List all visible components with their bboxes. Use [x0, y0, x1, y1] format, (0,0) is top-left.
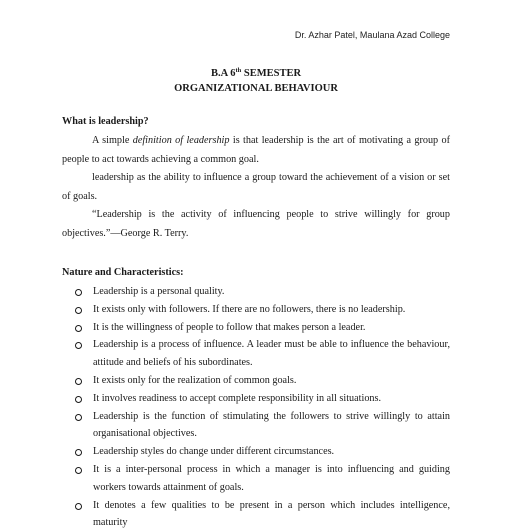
list-item	[62, 319, 450, 337]
characteristics-list	[62, 283, 450, 532]
list-item-text: It is a inter-personal process in which a manager is into influencing and guiding workers towards attainment of goals.	[93, 463, 450, 493]
circle-bullet-icon	[75, 467, 82, 474]
list-item-text: It exists only for the realization of common goals.	[93, 374, 297, 386]
document-body	[62, 112, 450, 532]
paragraph-definition-end: is that leadership is the art of motivating a group of people to act towards achieving a common goal.	[62, 135, 451, 165]
list-item-text: Leadership is a process of influence. A leader must be able to influence the behaviour, attitude and beliefs of his subordinates.	[93, 339, 450, 369]
list-item	[62, 336, 450, 372]
circle-bullet-icon	[75, 396, 82, 403]
list-item	[62, 497, 450, 532]
list-item-text: Leadership is the function of stimulating the followers to strive willingly to attain organisational objectives.	[93, 410, 450, 440]
section-heading-nature: Nature and Characteristics:	[62, 267, 184, 278]
list-item	[62, 443, 450, 461]
list-item	[62, 408, 450, 444]
semester-title	[0, 62, 512, 80]
paragraph-definition-start: A simple	[92, 135, 133, 146]
circle-bullet-icon	[75, 449, 82, 456]
list-item	[62, 461, 450, 497]
list-item-text: It exists only with followers. If there are no followers, there is no leadership.	[93, 303, 406, 315]
paragraph-definition-emphasis: definition of leadership	[132, 135, 230, 146]
section-heading-leadership: What is leadership?	[62, 116, 149, 127]
list-item-text: It denotes a few qualities to be present in a person which includes intelligence, maturity	[93, 499, 450, 529]
list-item	[62, 301, 450, 319]
circle-bullet-icon	[75, 325, 82, 332]
list-item	[62, 283, 450, 301]
section-gap	[62, 243, 450, 263]
list-item-text: It is the willingness of people to follow that makes person a leader.	[93, 321, 366, 333]
paragraph-quote: “Leadership is the activity of influencing people to strive willingly for group objectives.”—George R. Terry.	[62, 209, 450, 239]
paragraph-ability: leadership as the ability to influence a group toward the achievement of a vision or set of goals.	[62, 172, 450, 202]
circle-bullet-icon	[75, 414, 82, 421]
semester-title-sup: th	[235, 67, 242, 74]
circle-bullet-icon	[75, 342, 82, 349]
list-item-text: Leadership styles do change under different circumstances.	[93, 446, 335, 458]
list-item	[62, 390, 450, 408]
list-item-text: Leadership is a personal quality.	[93, 286, 225, 297]
circle-bullet-icon	[75, 289, 82, 296]
paragraph-definition	[62, 132, 450, 169]
semester-title-text: B.A 6	[210, 68, 236, 79]
header-author: Dr. Azhar Patel, Maulana Azad College	[294, 30, 450, 40]
title-block	[0, 62, 512, 98]
circle-bullet-icon	[75, 307, 82, 314]
list-item	[62, 372, 450, 390]
circle-bullet-icon	[75, 378, 82, 385]
circle-bullet-icon	[75, 503, 82, 510]
list-item-text: It involves readiness to accept complete responsibility in all situations.	[93, 392, 382, 404]
semester-title-suffix: SEMESTER	[241, 68, 302, 79]
subject-title: ORGANIZATIONAL BEHAVIOUR	[174, 83, 338, 94]
